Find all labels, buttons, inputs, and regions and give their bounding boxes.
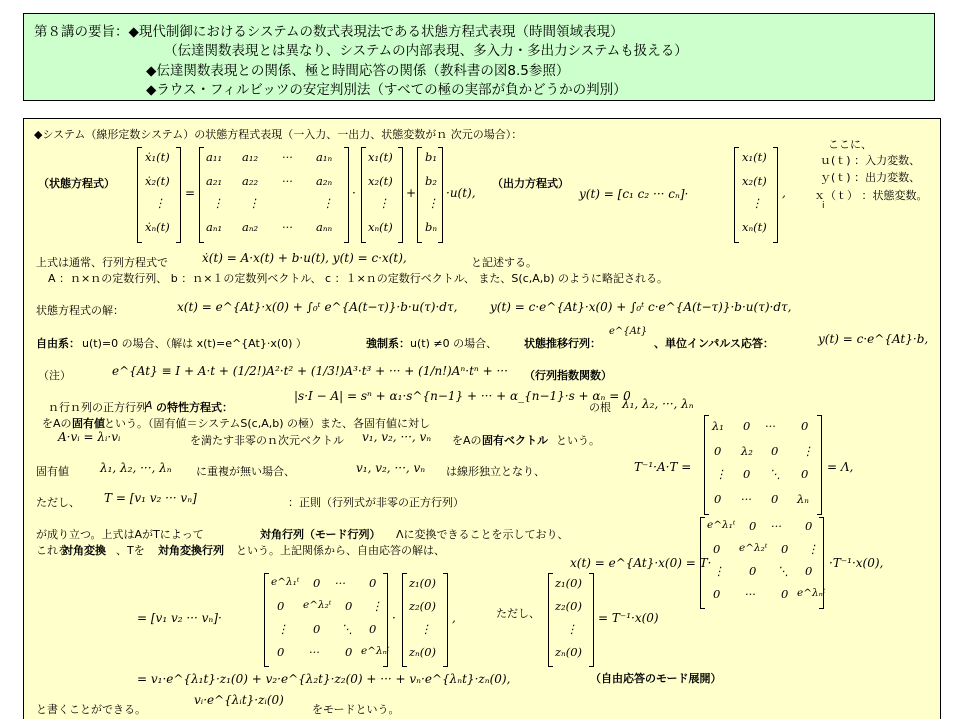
modal-expansion-label: （自由応答のモード展開） bbox=[590, 672, 722, 685]
input-vector-b: b₁ b₂ ⋮ bₙ bbox=[417, 147, 443, 243]
write-can-text: と書くことができる。 bbox=[36, 703, 146, 716]
free-response-eq: x(t) = e^{At}·x(0) = T· bbox=[570, 556, 712, 570]
free-system-text: u(t)=0 の場合、（解は x(t)=e^{At}·x(0) ） bbox=[82, 337, 307, 350]
matrix-equation: ẋ(t) = A·x(t) + b·u(t), y(t) = c·x(t), bbox=[202, 251, 407, 265]
holds-2b: 対角変換 bbox=[62, 544, 106, 557]
definition-line: A ：ｎ×ｎの定数行列、 b ：ｎ×１の定数列ベクトル、 c ：１×ｎの定数行ベクトル、 また、S(c,A,b) のように略記される。 bbox=[48, 272, 669, 285]
however-label: ただし、 bbox=[36, 496, 80, 509]
matrix-exponential-series: e^{At} ≡ I + A·t + (1/2!)A²·t² + (1/3!)A³·t³ + ··· + (1/n!)Aⁿ·tⁿ + ··· bbox=[112, 364, 508, 378]
transition-matrix-exp: e^{At} bbox=[609, 326, 648, 337]
eigen-line2-c: 固有ベクトル bbox=[482, 434, 548, 447]
z-vector: z₁(0) z₂(0) ⋮ zₙ(0) bbox=[548, 573, 594, 667]
distinct-pre: 固有値 bbox=[36, 465, 69, 478]
state-derivative-vector: ẋ₁(t) ẋ₂(t) ⋮ ẋₙ(t) bbox=[137, 147, 181, 243]
holds-2a: これを bbox=[36, 544, 69, 557]
output-solution: y(t) = c·e^{At}·x(0) + ∫₀ᵗ c·e^{A(t−τ)}·b·u(τ)·dτ, bbox=[490, 300, 792, 314]
char-matrix-A: A bbox=[145, 399, 153, 412]
state-solution: x(t) = e^{At}·x(0) + ∫₀ᵗ e^{A(t−τ)}·b·u(τ)·dτ, bbox=[177, 300, 458, 314]
mode-term: vᵢ·e^{λᵢt}·zᵢ(0) bbox=[194, 693, 284, 707]
modal-coordinate-vector: z₁(0) z₂(0) ⋮ zₙ(0) bbox=[402, 573, 448, 667]
eigen-line2-d: という。 bbox=[556, 434, 600, 447]
holds-1: が成り立つ。上式はAがTによって bbox=[36, 528, 204, 541]
z-definition: = T⁻¹·x(0) bbox=[598, 611, 659, 625]
state-vector: x₁(t) x₂(t) ⋮ xₙ(t) bbox=[361, 147, 403, 243]
usual-tail: と記述する。 bbox=[471, 256, 537, 269]
intro-text: ◆システム（線形定数システム）の状態方程式表現（一入力、一出力、状態変数がｎ 次元の場合）： bbox=[34, 128, 523, 141]
eigen-line1-a: をAの bbox=[42, 417, 72, 430]
impulse-response-eq: y(t) = c·e^{At}·b, bbox=[818, 332, 929, 346]
holds-2c: 、Tを bbox=[116, 544, 145, 557]
eigenvalues: λ₁, λ₂, ···, λₙ bbox=[622, 397, 694, 411]
distinct-eigenvectors: v₁, v₂, ···, vₙ bbox=[356, 461, 426, 475]
forced-system-text: u(t) ≠0 の場合、 bbox=[410, 337, 498, 350]
diagonalization-rhs: = Λ, bbox=[827, 460, 854, 474]
holds-2e: という。上記関係から、自由応答の解は、 bbox=[236, 544, 445, 557]
diagonalization-lhs: T⁻¹·A·T = bbox=[634, 460, 692, 474]
transform-matrix-def: T = [v₁ v₂ ··· vₙ] bbox=[104, 491, 197, 505]
free-response-tail: ·T⁻¹·x(0), bbox=[829, 556, 884, 570]
however-2: ただし、 bbox=[496, 607, 540, 620]
char-label: の特性方程式： bbox=[156, 401, 233, 414]
header-line-1: 第８講の要旨：◆現代制御におけるシステムの数式表現法である状態方程式表現（時間領域表現） bbox=[34, 24, 624, 40]
eigen-equation: A·vᵢ = λᵢ·vᵢ bbox=[58, 430, 121, 444]
eigenvectors: v₁, v₂, ···, vₙ bbox=[362, 430, 432, 444]
note-state: ｘ（ｔ） ：状態変数。 bbox=[814, 189, 928, 202]
eigen-line2-a: を満たす非零のｎ次元ベクトル bbox=[190, 434, 344, 447]
eigen-line1-b: 固有値 bbox=[72, 417, 105, 430]
distinct-eigenvalues: λ₁, λ₂, ···, λₙ bbox=[100, 461, 172, 475]
modal-exponential-matrix: e^λ₁ᵗ 0 ··· 0 0 e^λ₂ᵗ 0 ⋮ ⋮ 0 ⋱ 0 0 ··· 0 e^λₙᵗ bbox=[700, 517, 824, 609]
note-subscript: i bbox=[822, 201, 825, 211]
usual-text: 上式は通常、行列方程式で bbox=[36, 256, 168, 269]
forced-system-label: 強制系： bbox=[366, 337, 410, 350]
modal-comma: , bbox=[452, 611, 456, 625]
holds-2d: 対角変換行列 bbox=[158, 544, 224, 557]
note-here: ここに、 bbox=[828, 138, 872, 151]
solution-label: 状態方程式の解： bbox=[36, 304, 124, 317]
char-root-text: の根 bbox=[589, 401, 611, 414]
modal-exponential-matrix-2: e^λ₁ᵗ 0 ··· 0 0 e^λ₂ᵗ 0 ⋮ ⋮ 0 ⋱ 0 0 ··· 0 e^λₙᵗ bbox=[264, 573, 388, 667]
characteristic-equation: |s·I − A| = sⁿ + α₁·s^{n−1} + ··· + α_{n−1}·s + αₙ = 0 bbox=[294, 389, 631, 403]
char-pre: ｎ行ｎ列の正方行列 bbox=[48, 401, 147, 414]
modal-prefix: = [v₁ v₂ ··· vₙ]· bbox=[137, 611, 222, 625]
regular-note: ：正則（行列式が非零の正方行列） bbox=[288, 496, 464, 509]
note-marker: （注） bbox=[38, 369, 71, 382]
matrix-exponential-label: （行列指数関数） bbox=[524, 369, 612, 382]
free-system-label: 自由系： bbox=[36, 337, 80, 350]
lecture-body: ◆システム（線形定数システム）の状態方程式表現（一入力、一出力、状態変数がｎ 次元の場合）： （状態方程式） ẋ₁(t) ẋ₂(t) ⋮ ẋₙ(t) = a₁₁ a₁₂ ··· a₁ₙ a₂₁ a₂₂ ··· a₂ₙ ⋮ ⋮ ⋮ aₙ₁ aₙ₂ ··· aₙₙ · x₁(t) x₂(t) ⋮ xₙ(t) + b₁ b₂ ⋮ bₙ ·u(t), （出力方程式） y(t) = [c₁ c₂ ··· cₙ]· x₁(t) x₂(t) ⋮ xₙ(t) , ここに、 ｕ(ｔ) ：入力変数、 ｙ(ｔ) ：出力変数、 ｘ（ｔ） ：状態変数。 i 上式は通常、行列方程式で ẋ(t) = A·x(t) + b·u(t), y(t) = c·x(t), と記述する。 A ：ｎ×ｎの定数行列、 b ：ｎ×１の定数列ベクトル、 c ：１×ｎの定数行ベクトル、 また、S(c,A,b) のように略記される。 状態方程式の解： x(t) = e^{At}·x(0) + ∫₀ᵗ e^{A(t−τ)}·b·u(τ)·dτ, y(t) = c·e^{At}·x(0) + ∫₀ᵗ c·e^{A(t−τ)}·b·u(τ)·dτ, 自由系： u(t)=0 の場合、（解は x(t)=e^{At}·x(0) ） 強制系： u(t) ≠0 の場合、 状態推移行列： e^{At} 、単位インパルス応答： y(t) = c·e^{At}·b, （注） e^{At} ≡ I + A·t + (1/2!)A²·t² + (1/3!)A³·t³ + ··· + (1/n!)Aⁿ·tⁿ + ··· （行列指数関数） ｎ行ｎ列の正方行列 A の特性方程式： |s·I − A| = sⁿ + α₁·s^{n−1} + ··· + α_{n−1}·s + αₙ = 0 の根 λ₁, λ₂, ···, λₙ をAの 固有値 という。（固有値＝システムS(c,A,b) の極）また、各固有値に対し A·vᵢ = λᵢ·vᵢ を満たす非零のｎ次元ベクトル v₁, v₂, ···, vₙ をAの 固有ベクトル という。 固有値 λ₁, λ₂, ···, λₙ に重複が無い場合、 v₁, v₂, ···, vₙ は線形独立となり、 T⁻¹·A·T = λ₁ 0 ··· 0 0 λ₂ 0 ⋮ ⋮ 0 ⋱ 0 0 ··· 0 λₙ = Λ, ただし、 T = [v₁ v₂ ··· vₙ] ：正則（行列式が非零の正方行列） が成り立つ。上式はAがTによって 対角行列（モード行列） Λに変換できることを示しており、 これを 対角変換 、Tを 対角変換行列 という。上記関係から、自由応答の解は、 x(t) = e^{At}·x(0) = T· e^λ₁ᵗ 0 ··· 0 0 e^λ₂ᵗ 0 ⋮ ⋮ 0 ⋱ 0 0 ··· 0 e^λₙᵗ ·T⁻¹·x(0), = [v₁ v₂ ··· vₙ]· e^λ₁ᵗ 0 ··· 0 0 e^λ₂ᵗ 0 ⋮ ⋮ 0 ⋱ 0 0 ··· 0 e^λₙᵗ · z₁(0) z₂(0) ⋮ zₙ(0) , ただし、 z₁(0) z₂(0) ⋮ zₙ(0) = T⁻¹·x(0) = v₁·e^{λ₁t}·z₁(0) + v₂·e^{λ₂t}·z₂(0) + ··· + vₙ·e^{λₙt}·zₙ(0), （自由応答のモード展開） と書くことができる。 vᵢ·e^{λᵢt}·zᵢ(0) をモードという。 bbox=[23, 118, 941, 719]
header-line-4: ◆ラウス・フィルビッツの安定判別法（すべての極の実部が負かどうかの判別） bbox=[146, 82, 627, 98]
modal-expansion: = v₁·e^{λ₁t}·z₁(0) + v₂·e^{λ₂t}·z₂(0) + ··· + vₙ·e^{λₙt}·zₙ(0), bbox=[137, 672, 511, 686]
note-input: ｕ(ｔ) ：入力変数、 bbox=[820, 154, 921, 167]
mode-tail: をモードという。 bbox=[312, 703, 400, 716]
eigen-line1-c: という。（固有値＝システムS(c,A,b) の極）また、各固有値に対し bbox=[104, 417, 431, 430]
header-line-3: ◆伝達関数表現との関係、極と時間応答の関係（教科書の図8.5参照） bbox=[146, 63, 570, 79]
holds-1b: 対角行列（モード行列） bbox=[260, 528, 381, 541]
diagonal-matrix-Lambda: λ₁ 0 ··· 0 0 λ₂ 0 ⋮ ⋮ 0 ⋱ 0 0 ··· 0 λₙ bbox=[704, 415, 822, 515]
system-matrix-A: a₁₁ a₁₂ ··· a₁ₙ a₂₁ a₂₂ ··· a₂ₙ ⋮ ⋮ ⋮ aₙ₁ aₙ₂ ··· aₙₙ bbox=[199, 147, 349, 243]
holds-1c: Λに変換できることを示しており、 bbox=[396, 528, 569, 541]
distinct-tail: は線形独立となり、 bbox=[446, 465, 545, 478]
note-output: ｙ(ｔ) ：出力変数、 bbox=[820, 171, 921, 184]
distinct-mid: に重複が無い場合、 bbox=[196, 465, 295, 478]
output-state-vector: x₁(t) x₂(t) ⋮ xₙ(t) bbox=[734, 147, 778, 243]
transition-matrix-label: 状態推移行列： bbox=[524, 337, 601, 350]
summary-header bbox=[23, 13, 935, 101]
impulse-response-label: 、単位インパルス応答： bbox=[654, 337, 774, 350]
state-equation-label: （状態方程式） bbox=[38, 177, 115, 190]
header-line-2: （伝達関数表現とは異なり、システムの内部表現、多入力・多出力システムも扱える） bbox=[164, 43, 688, 59]
eigen-line2-b: をAの bbox=[452, 434, 482, 447]
output-equation-label: （出力方程式） bbox=[492, 177, 569, 190]
